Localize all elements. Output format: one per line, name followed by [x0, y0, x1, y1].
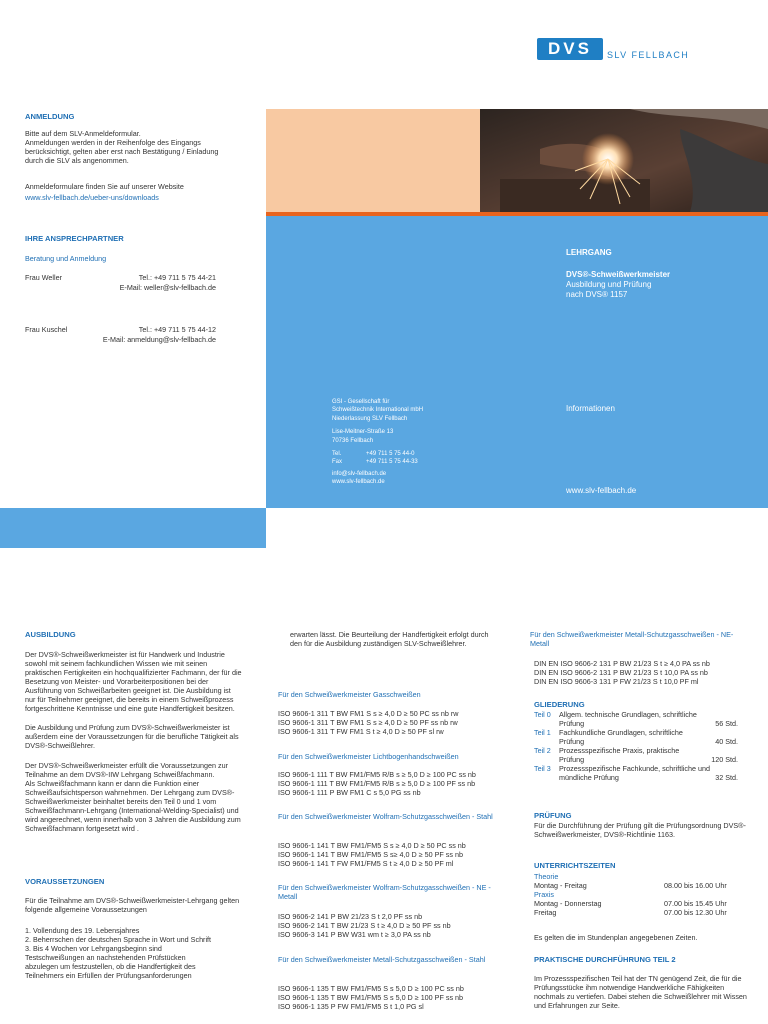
gliederung-l1: Prozessspezifische Praxis, praktische	[559, 746, 680, 755]
time-row	[534, 881, 764, 890]
time-day: Montag - Donnerstag	[534, 899, 602, 908]
unterrichtszeiten-table	[534, 872, 764, 917]
section-title-wig-ne: Für den Schweißwerkmeister Wolfram-Schutzgasschweißen - NE - Metall	[278, 883, 491, 901]
street: Lise-Meitner-Straße 13	[332, 429, 394, 436]
cover-info-label: Informationen	[566, 404, 615, 413]
cover-title-line1: DVS®-Schweißwerkmeister	[566, 270, 671, 279]
middle-continuation: erwarten lässt. Die Beurteilung der Handfertigkeit erfolgt durch den für die Ausbildung zuständigen SLV-Schweißlehrer.	[290, 630, 489, 648]
cover-label: LEHRGANG	[566, 248, 612, 257]
anmeldung-website-link[interactable]: www.slv-fellbach.de/ueber-uns/downloads	[25, 193, 159, 202]
time-hours: 07.00 bis 15.45 Uhr	[664, 899, 727, 908]
section-title-lichtbogen: Für den Schweißwerkmeister Lichtbogenhandschweißen	[278, 752, 459, 761]
anmeldung-heading: ANMELDUNG	[25, 112, 75, 121]
pruefung-text: Für die Durchführung der Prüfung gilt die Prüfungsordnung DVS®-Schweißwerkmeister, DVS®-Richtlinie 1163.	[534, 821, 746, 839]
contact-person-2	[25, 325, 216, 347]
ausbildung-p3: Der DVS®-Schweißwerkmeister erfüllt die Voraussetzungen zur Teilnahme an dem DVS®-IIW Lehrgang Schweißfachmann. Als Schweißfachmann kann er dann die Funktion einer Schweißaufsichtsperson wahrnehmen. Der Lehrgang zum DVS®-Schweißwerkmeister beinhaltet bereits den Teil 0 und 1 vom Schweißfachmann-Lehrgang (International-Welding-Specialist) und wird angerechnet, wenn innerhalb von 3 Jahren die Ausbildung zum Schweißfachmann fortgesetzt wird .	[25, 761, 241, 833]
gliederung-heading: GLIEDERUNG	[534, 700, 585, 709]
cover-title	[566, 270, 670, 300]
ausbildung-p1: Der DVS®-Schweißwerkmeister ist für Handwerk und Industrie sowohl mit seinem fachkundlichen Wissen wie mit seinen praktischen Fertigkeiten ein hochqualifizierter Fachmann, der für die Besetzung von Meister- und Vorarbeiterpositionen bei der Ausführung von Schweißarbeiten geeignet ist. Die Ausbildung ist nur für Teilnehmer geeignet, die bereits in einem Schweißprozess fortgeschrittene Kenntnisse und eine gute Handfertigkeit besitzen.	[25, 650, 242, 713]
gliederung-row	[534, 710, 738, 728]
contact-email[interactable]: E-Mail: weller@slv-fellbach.de	[119, 283, 216, 292]
gliederung-l1: Allgem. technische Grundlagen, schriftliche	[559, 710, 697, 719]
gliederung-row	[534, 764, 738, 782]
section-title-wig-stahl: Für den Schweißwerkmeister Wolfram-Schutzgasschweißen - Stahl	[278, 812, 493, 821]
anmeldung-website-text: Anmeldeformulare finden Sie auf unserer Website	[25, 182, 184, 191]
section-title-mag-stahl: Für den Schweißwerkmeister Metall-Schutzgasschweißen - Stahl	[278, 955, 486, 964]
cover-website[interactable]: www.slv-fellbach.de	[566, 486, 637, 495]
anmeldung-text: Bitte auf dem SLV-Anmeldeformular. Anmeldungen werden in der Reihenfolge des Eingangs berücksichtigt, gelten aber erst nach Bestätigung / Einladung durch die SLV als angenommen.	[25, 129, 219, 165]
gliederung-row	[534, 728, 738, 746]
section-title-mig-ne: Für den Schweißwerkmeister Metall-Schutzgasschweißen - NE- Metall	[530, 630, 734, 648]
contact-email[interactable]: E-Mail: anmeldung@slv-fellbach.de	[102, 335, 216, 344]
time-hours: 07.00 bis 12.30 Uhr	[664, 908, 727, 917]
contact-tel: Tel.: +49 711 5 75 44-21	[138, 273, 216, 282]
ausbildung-heading: AUSBILDUNG	[25, 630, 76, 639]
time-day: Freitag	[534, 908, 557, 917]
teil2-heading: PRAKTISCHE DURCHFÜHRUNG TEIL 2	[534, 955, 676, 964]
section-lines-lichtbogen: ISO 9606-1 111 T BW FM1/FM5 R/B s ≥ 5,0 D ≥ 100 PC ss nb ISO 9606-1 111 T BW FM1/FM5 R/B s ≥ 5,0 D ≥ 100 PF ss nb ISO 9606-1 111 P BW FM1 C s 5,0 PG ss nb	[278, 770, 476, 797]
time-day: Montag - Freitag	[534, 881, 587, 890]
contact-name: Frau Kuschel	[25, 325, 68, 334]
section-lines-mag-stahl: ISO 9606-1 135 T BW FM1/FM5 S s 5,0 D ≥ 100 PC ss nb ISO 9606-1 135 T BW FM1/FM5 S s 5,0 D ≥ 100 PF ss nb ISO 9606-1 135 P FW FM1/FM5 S t 1,0 PG sl	[278, 984, 464, 1011]
voraussetzungen-list: 1. Vollendung des 19. Lebensjahres 2. Beherrschen der deutschen Sprache in Wort und Schrift 3. Bis 4 Wochen vor Lehrgangsbeginn sind Testschweißungen an nachstehenden Prüfstücken abzulegen um festzustellen, ob die Handfertigkeit des Teilnehmers ein Erfüllen der Prüfungsanforderungen	[25, 926, 212, 980]
gliederung-table	[534, 710, 738, 782]
city: 70736 Fellbach	[332, 437, 374, 444]
section-lines-wig-stahl: ISO 9606-1 141 T BW FM1/FM5 S s ≥ 4,0 D ≥ 50 PC ss nb ISO 9606-1 141 T BW FM1/FM5 S s≥ 4,0 D ≥ 50 PF ss nb ISO 9606-1 141 T FW FM1/FM5 S t ≥ 4,0 D ≥ 50 PF ml	[278, 841, 466, 868]
gliederung-teil: Teil 0	[534, 710, 551, 719]
org-line3: Niederlassung SLV Fellbach	[332, 415, 408, 422]
gliederung-teil: Teil 3	[534, 764, 551, 773]
cover-welding-photo	[480, 109, 768, 212]
section-lines-gas: ISO 9606-1 311 T BW FM1 S s ≥ 4,0 D ≥ 50 PC ss nb rw ISO 9606-1 311 T BW FM1 S s ≥ 4,0 D ≥ 50 PF ss nb rw ISO 9606-1 311 T FW FM1 S t ≥ 4,0 D ≥ 50 PF sl rw	[278, 709, 459, 736]
cover-title-line3: nach DVS® 1157	[566, 290, 628, 299]
contacts-subheading: Beratung und Anmeldung	[25, 254, 107, 263]
dvs-logo-text: SLV FELLBACH	[607, 50, 690, 60]
gliederung-hours: 40 Std.	[715, 737, 738, 746]
org-line2: Schweißtechnik International mbH	[332, 407, 424, 414]
gliederung-l2: mündliche Prüfung	[559, 773, 619, 782]
left-blue-footer-block	[0, 508, 266, 548]
gliederung-teil: Teil 2	[534, 746, 551, 755]
voraussetzungen-heading: VORAUSSETZUNGEN	[25, 877, 105, 886]
tel-value: +49 711 5 75 44-0	[366, 451, 415, 458]
gliederung-hours: 120 Std.	[711, 755, 738, 764]
gliederung-l2: Prüfung	[559, 719, 585, 728]
cover-title-line2: Ausbildung und Prüfung	[566, 280, 652, 289]
contact-tel: Tel.: +49 711 5 75 44-12	[138, 325, 216, 334]
gliederung-hours: 32 Std.	[715, 773, 738, 782]
ausbildung-p2: Die Ausbildung und Prüfung zum DVS®-Schweißwerkmeister ist außerdem eine der Voraussetzungen für die berufliche Tätigkeit als DVS®-Schweißlehrer.	[25, 723, 239, 750]
unterrichtszeiten-note: Es gelten die im Stundenplan angegebenen Zeiten.	[534, 933, 698, 942]
fax-value: +49 711 5 75 44-33	[366, 459, 418, 466]
cover-email[interactable]: info@slv-fellbach.de	[332, 470, 387, 477]
gliederung-l2: Prüfung	[559, 737, 585, 746]
cover-web[interactable]: www.slv-fellbach.de	[332, 479, 385, 486]
gliederung-l2: Prüfung	[559, 755, 585, 764]
dvs-logo-mark: DVS	[537, 38, 603, 60]
tel-row	[332, 450, 512, 458]
fax-row	[332, 458, 512, 466]
org-line1: GSI - Gesellschaft für	[332, 399, 390, 405]
theorie-label: Theorie	[534, 872, 559, 881]
tel-label: Tel.	[332, 451, 342, 458]
time-row	[534, 899, 764, 908]
time-hours: 08.00 bis 16.00 Uhr	[664, 881, 727, 890]
contacts-heading: IHRE ANSPRECHPARTNER	[25, 234, 124, 243]
section-lines-wig-ne: ISO 9606-2 141 P BW 21/23 S t 2,0 PF ss nb ISO 9606-2 141 T BW 21/23 S t ≥ 4,0 D ≥ 50 PF ss nb ISO 9606-3 141 P BW W31 wm t ≥ 3,0 PA ss nb	[278, 912, 451, 939]
pruefung-heading: PRÜFUNG	[534, 811, 572, 820]
cover-peach-block	[266, 109, 480, 212]
gliederung-teil: Teil 1	[534, 728, 551, 737]
gliederung-l1: Fachkundliche Grundlagen, schriftliche	[559, 728, 683, 737]
dvs-logo	[537, 38, 697, 68]
contact-name: Frau Weller	[25, 273, 63, 282]
unterrichtszeiten-heading: UNTERRICHTSZEITEN	[534, 861, 616, 870]
gliederung-row	[534, 746, 738, 764]
teil2-text: Im Prozessspezifischen Teil hat der TN genügend Zeit, die für die Prüfungsstücke ihm notwendige Handwerkliche Fähigkeiten nochmals zu vertiefen. Dabei stehen die Schweißlehrer mit Wissen und Erfahrungen zur Seite.	[534, 974, 747, 1010]
contact-person-1	[25, 273, 216, 295]
praxis-label: Praxis	[534, 890, 554, 899]
section-lines-mig-ne: DIN EN ISO 9606-2 131 P BW 21/23 S t ≥ 4,0 PA ss nb DIN EN ISO 9606-2 131 P BW 21/23 S t 10,0 PA ss nb DIN EN ISO 9606-3 131 P FW 21/23 S t 10,0 PF ml	[534, 659, 710, 686]
voraussetzungen-intro: Für die Teilnahme am DVS®-Schweißwerkmeister-Lehrgang gelten folgende allgemeine Voraussetzungen	[25, 896, 240, 914]
gliederung-l1: Prozessspezifische Fachkunde, schriftliche und	[559, 764, 711, 773]
fax-label: Fax	[332, 459, 343, 466]
cover-address-block	[332, 398, 512, 487]
gliederung-hours: 56 Std.	[715, 719, 738, 728]
time-row	[534, 908, 764, 917]
section-title-gas: Für den Schweißwerkmeister Gasschweißen	[278, 690, 421, 699]
